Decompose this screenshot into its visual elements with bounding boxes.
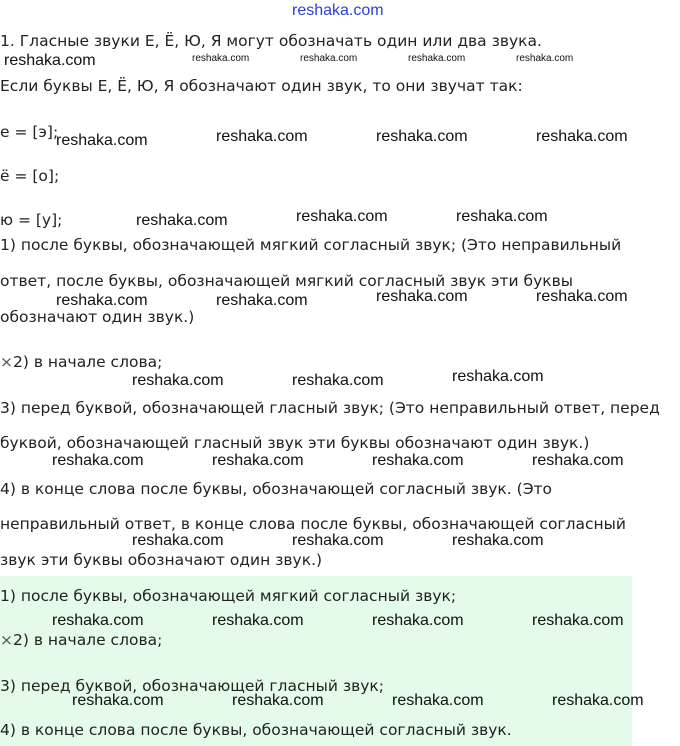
watermark: reshaka.com (536, 128, 628, 145)
watermark: reshaka.com (212, 452, 304, 469)
option-3-line-2: буквой, обозначающей гласный звук эти буквы обозначают один звук.) (0, 434, 590, 452)
watermark: reshaka.com (52, 612, 144, 629)
watermark: reshaka.com (392, 692, 484, 709)
answer-item-4: 4) в конце слова после буквы, обозначающей согласный звук. (0, 721, 512, 739)
answer-item-1: 1) после буквы, обозначающей мягкий согласный звук; (0, 587, 457, 605)
sound-yo: ё = [о]; (0, 167, 60, 185)
option-1-line-3: обозначают один звук.) (0, 308, 195, 326)
answer-item-2 (0, 630, 162, 650)
watermark: reshaka.com (552, 692, 644, 709)
watermark: reshaka.com (516, 53, 574, 64)
watermark: reshaka.com (372, 452, 464, 469)
watermark: reshaka.com (72, 692, 164, 709)
watermark: reshaka.com (292, 372, 384, 389)
watermark: reshaka.com (452, 532, 544, 549)
option-1-line-2: ответ, после буквы, обозначающей мягкий согласный звук эти буквы (0, 272, 574, 290)
option-3-line-1: 3) перед буквой, обозначающей гласный звук; (Это неправильный ответ, перед (0, 399, 660, 417)
watermark: reshaka.com (408, 53, 466, 64)
watermark: reshaka.com (296, 208, 388, 225)
watermark: reshaka.com (216, 128, 308, 145)
cross-mark-icon: × (0, 631, 13, 649)
watermark: reshaka.com (216, 292, 308, 309)
option-2-label: 2) в начале слова; (13, 353, 163, 371)
watermark: reshaka.com (4, 52, 96, 69)
task-title: 1. Гласные звуки Е, Ё, Ю, Я могут обозначать один или два звука. (0, 32, 542, 50)
watermark: reshaka.com (300, 53, 358, 64)
answer-item-3: 3) перед буквой, обозначающей гласный звук; (0, 677, 384, 695)
option-4-line-2: неправильный ответ, в конце слова после буквы, обозначающей согласный (0, 515, 626, 533)
watermark: reshaka.com (532, 612, 624, 629)
option-1-line-1: 1) после буквы, обозначающей мягкий согласный звук; (Это неправильный (0, 236, 622, 254)
watermark: reshaka.com (56, 292, 148, 309)
watermark: reshaka.com (56, 132, 148, 149)
watermark: reshaka.com (376, 288, 468, 305)
watermark: reshaka.com (136, 212, 228, 229)
watermark: reshaka.com (292, 532, 384, 549)
watermark: reshaka.com (132, 372, 224, 389)
option-4-line-3: звук эти буквы обозначают один звук.) (0, 551, 323, 569)
task-intro: Если буквы Е, Ё, Ю, Я обозначают один звук, то они звучат так: (0, 77, 523, 95)
sound-yu: ю = [у]; (0, 211, 63, 229)
option-2 (0, 352, 162, 372)
watermark: reshaka.com (232, 692, 324, 709)
watermark: reshaka.com (372, 612, 464, 629)
option-4-line-1: 4) в конце слова после буквы, обозначающей согласный звук. (Это (0, 480, 553, 498)
answer-item-2-label: 2) в начале слова; (13, 631, 163, 649)
cross-mark-icon: × (0, 353, 13, 371)
watermark: reshaka.com (52, 452, 144, 469)
sound-e: е = [э]; (0, 123, 59, 141)
site-header-link[interactable]: reshaka.com (292, 2, 384, 19)
watermark: reshaka.com (132, 532, 224, 549)
watermark: reshaka.com (532, 452, 624, 469)
watermark: reshaka.com (456, 208, 548, 225)
watermark: reshaka.com (536, 288, 628, 305)
watermark: reshaka.com (376, 128, 468, 145)
watermark: reshaka.com (212, 612, 304, 629)
watermark: reshaka.com (452, 368, 544, 385)
watermark: reshaka.com (192, 53, 250, 64)
